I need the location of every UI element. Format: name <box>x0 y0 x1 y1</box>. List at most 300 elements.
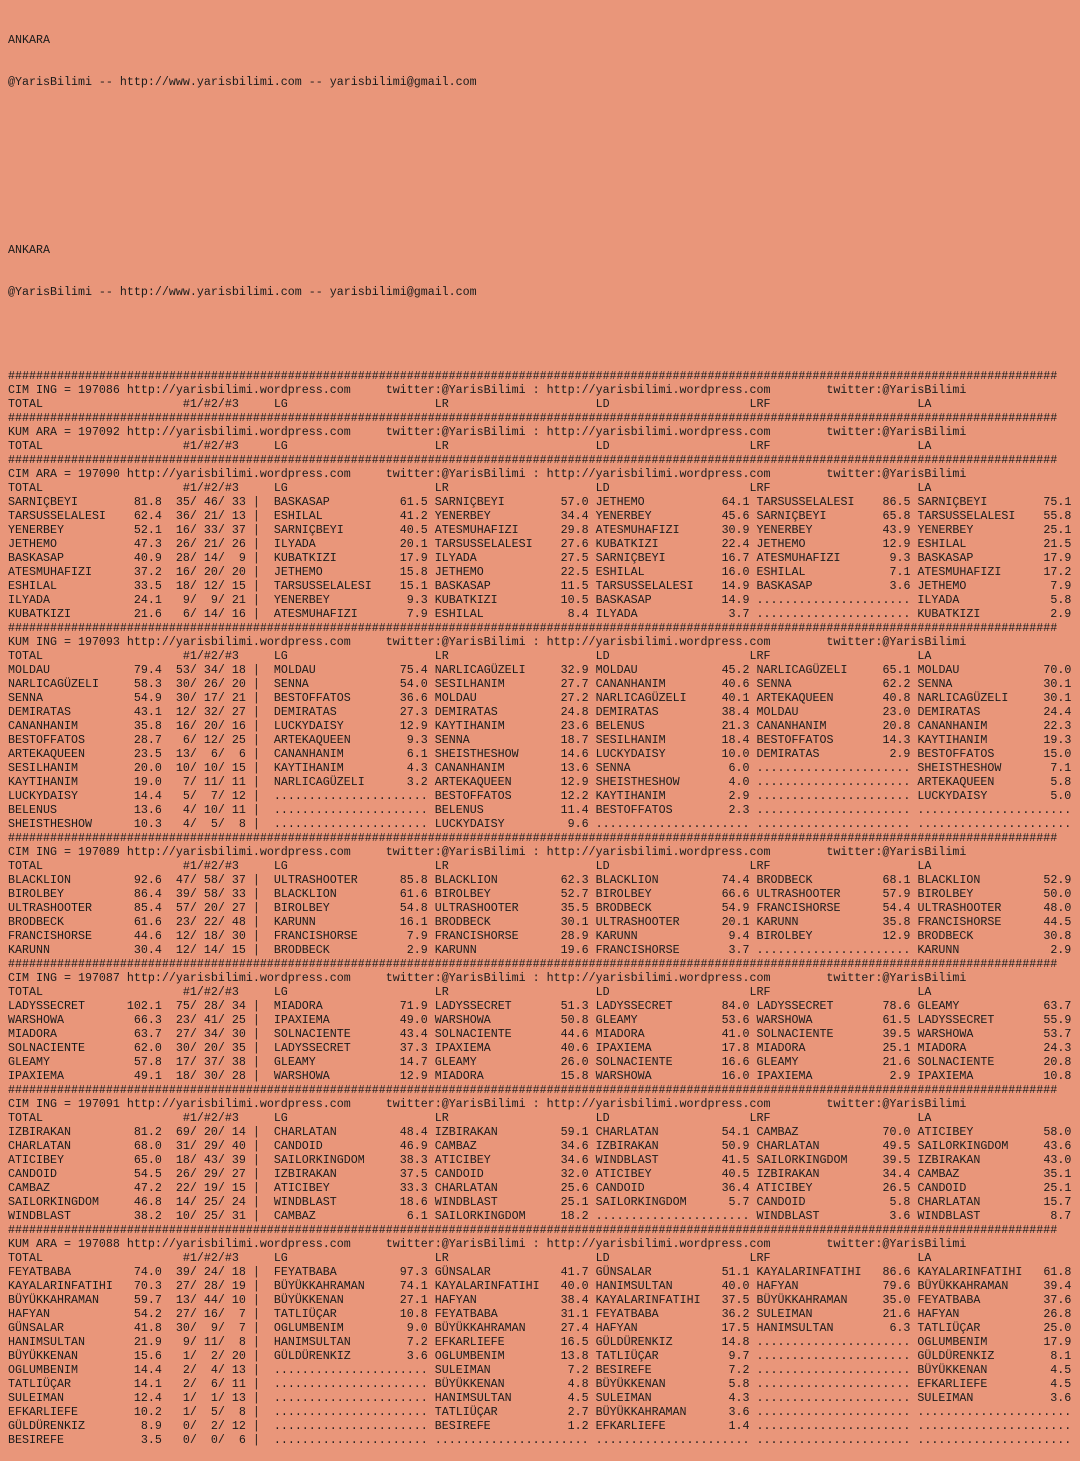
table-row <box>8 677 1080 691</box>
race-title: CIM ARA = 197090 <box>8 467 120 481</box>
column-header-ld: LD <box>595 481 750 495</box>
spacer <box>8 117 1080 131</box>
la-empty: ...................... <box>917 1405 1072 1419</box>
column-header-la: LA <box>917 859 932 873</box>
lg-empty: ...................... <box>273 1391 435 1405</box>
ld-score: 22.4 <box>721 537 757 551</box>
ld-horse: BESIREFE <box>595 1363 729 1377</box>
column-header-la: LA <box>917 481 932 495</box>
lg-score: 61.6 <box>399 887 435 901</box>
placings: 10/ 25/ 31 | <box>161 1209 274 1223</box>
lr-horse: BESTOFFATOS <box>434 789 561 803</box>
lr-score: 19.6 <box>560 943 596 957</box>
site-link: http://yarisbilimi.wordpress.com <box>546 635 827 649</box>
la-horse: SARNIÇBEYI <box>917 495 1044 509</box>
la-horse: EFKARLIEFE <box>917 1377 1051 1391</box>
la-score: 30.8 <box>1043 929 1072 943</box>
lr-horse: HANIMSULTAN <box>434 1391 568 1405</box>
lrf-empty: ...................... <box>756 789 918 803</box>
site-link: http://yarisbilimi.wordpress.com <box>119 635 386 649</box>
ld-horse: EFKARLIEFE <box>595 1419 729 1433</box>
lr-score: 34.6 <box>560 1153 596 1167</box>
twitter-handle: twitter:@YarisBilimi : <box>385 845 547 859</box>
lrf-horse: SENNA <box>756 677 883 691</box>
la-score: 26.8 <box>1043 1307 1072 1321</box>
lrf-empty: ...................... <box>756 1405 918 1419</box>
horse-name: SENNA <box>8 691 134 705</box>
table-row <box>8 1377 1080 1391</box>
lr-score: 4.8 <box>567 1377 596 1391</box>
lg-score: 2.9 <box>406 943 435 957</box>
lrf-horse: ULTRASHOOTER <box>756 887 883 901</box>
lr-horse: GÜNSALAR <box>434 1265 561 1279</box>
twitter-handle: twitter:@YarisBilimi <box>826 971 967 985</box>
la-horse: BÜYÜKKENAN <box>917 1363 1051 1377</box>
lr-score: 16.5 <box>560 1335 596 1349</box>
ld-score: 21.3 <box>721 719 757 733</box>
column-header-ld: LD <box>595 1251 750 1265</box>
lg-score: 71.9 <box>399 999 435 1013</box>
race-title-line <box>8 425 1080 439</box>
twitter-handle: twitter:@YarisBilimi <box>826 845 967 859</box>
table-row <box>8 565 1080 579</box>
ld-horse: MOLDAU <box>595 663 722 677</box>
lr-horse: BESIREFE <box>434 1419 568 1433</box>
ld-score: 74.4 <box>721 873 757 887</box>
ld-score: 66.6 <box>721 887 757 901</box>
lrf-horse: BRODBECK <box>756 873 883 887</box>
ld-horse: SULEIMAN <box>595 1391 729 1405</box>
horse-name: TARSUSSELALESI <box>8 509 134 523</box>
lr-horse: ILYADA <box>434 551 561 565</box>
lrf-horse: YENERBEY <box>756 523 883 537</box>
horse-name: SOLNACIENTE <box>8 1041 134 1055</box>
lg-horse: CAMBAZ <box>273 1209 407 1223</box>
total-score: 3.5 <box>140 1433 162 1447</box>
lg-score: 43.4 <box>399 1027 435 1041</box>
total-score: 44.6 <box>133 929 162 943</box>
horse-name: GÜLDÜRENKIZ <box>8 1419 141 1433</box>
column-header-lr: LR <box>434 1111 596 1125</box>
lr-horse: SARNIÇBEYI <box>434 495 561 509</box>
column-header-lg: LG <box>273 1111 435 1125</box>
la-horse: KARUNN <box>917 943 1051 957</box>
lrf-horse: ESHILAL <box>756 565 890 579</box>
lr-score: 27.4 <box>560 1321 596 1335</box>
lg-score: 3.6 <box>406 1349 435 1363</box>
lg-score: 3.2 <box>406 775 435 789</box>
ld-score: 3.7 <box>728 943 757 957</box>
la-score: 61.8 <box>1043 1265 1072 1279</box>
total-score: 30.4 <box>133 943 162 957</box>
lrf-horse: KAYALARINFATIHI <box>756 1265 883 1279</box>
race-title: KUM ING = 197093 <box>8 635 120 649</box>
lrf-empty: ...................... <box>756 1433 918 1447</box>
placings: 31/ 29/ 40 | <box>161 1139 274 1153</box>
lg-score: 37.3 <box>399 1041 435 1055</box>
lg-horse: KUBATKIZI <box>273 551 400 565</box>
la-horse: KAYALARINFATIHI <box>917 1265 1044 1279</box>
placings: 28/ 14/ 9 | <box>161 551 274 565</box>
la-horse: KAYTIHANIM <box>917 733 1044 747</box>
total-score: 70.3 <box>133 1279 162 1293</box>
total-score: 35.8 <box>133 719 162 733</box>
placings: 18/ 43/ 39 | <box>161 1153 274 1167</box>
la-horse: SAILORKINGDOM <box>917 1139 1044 1153</box>
lr-score: 14.6 <box>560 747 596 761</box>
ld-horse: SHEISTHESHOW <box>595 775 729 789</box>
total-score: 8.9 <box>140 1419 162 1433</box>
la-horse: CHARLATAN <box>917 1195 1044 1209</box>
total-score: 13.6 <box>133 803 162 817</box>
lg-horse: CANDOID <box>273 1139 400 1153</box>
lrf-empty: ...................... <box>756 1377 918 1391</box>
lrf-score: 12.9 <box>882 929 918 943</box>
la-horse: CANANHANIM <box>917 719 1044 733</box>
la-score: 44.5 <box>1043 915 1072 929</box>
la-horse: ILYADA <box>917 593 1051 607</box>
total-score: 24.1 <box>133 593 162 607</box>
column-header-lg: LG <box>273 859 435 873</box>
ld-score: 4.3 <box>728 1391 757 1405</box>
ld-score: 2.9 <box>728 789 757 803</box>
table-row <box>8 1307 1080 1321</box>
lrf-horse: SARNIÇBEYI <box>756 509 883 523</box>
placings: 39/ 24/ 18 | <box>161 1265 274 1279</box>
la-score: 2.9 <box>1050 607 1072 621</box>
twitter-handle: twitter:@YarisBilimi <box>826 1237 967 1251</box>
lg-horse: IZBIRAKAN <box>273 1167 400 1181</box>
la-score: 17.2 <box>1043 565 1072 579</box>
city-heading: ANKARA <box>8 33 50 47</box>
table-row <box>8 803 1080 817</box>
total-score: 85.4 <box>133 901 162 915</box>
placings: 27/ 28/ 19 | <box>161 1279 274 1293</box>
lr-horse: WINDBLAST <box>434 1195 561 1209</box>
ld-score: 40.0 <box>721 1279 757 1293</box>
ld-horse: BRODBECK <box>595 901 722 915</box>
column-header-123: #1/#2/#3 <box>182 649 274 663</box>
site-link: http://yarisbilimi.wordpress.com <box>119 1237 386 1251</box>
placings: 30/ 9/ 7 | <box>161 1321 274 1335</box>
la-score: 63.7 <box>1043 999 1072 1013</box>
column-header-lrf: LRF <box>749 859 918 873</box>
lrf-horse: WARSHOWA <box>756 1013 883 1027</box>
race-title-line <box>8 383 1080 397</box>
lr-horse: FEYATBABA <box>434 1307 561 1321</box>
lrf-score: 26.5 <box>882 1181 918 1195</box>
ld-score: 16.7 <box>721 551 757 565</box>
total-score: 47.2 <box>133 1181 162 1195</box>
lg-horse: GÜLDÜRENKIZ <box>273 1349 407 1363</box>
ld-horse: ILYADA <box>595 607 729 621</box>
lrf-horse: BIROLBEY <box>756 929 883 943</box>
lg-score: 74.1 <box>399 1279 435 1293</box>
column-header-ld: LD <box>595 859 750 873</box>
la-score: 70.0 <box>1043 663 1072 677</box>
column-header-lr: LR <box>434 439 596 453</box>
la-horse: BIROLBEY <box>917 887 1044 901</box>
la-score: 37.6 <box>1043 1293 1072 1307</box>
lr-score: 25.1 <box>560 1195 596 1209</box>
column-header-total: TOTAL <box>8 481 183 495</box>
lrf-empty: ...................... <box>756 593 918 607</box>
lr-horse: EFKARLIEFE <box>434 1335 561 1349</box>
lg-horse: MIADORA <box>273 999 400 1013</box>
column-header-lrf: LRF <box>749 397 918 411</box>
ld-score: 51.1 <box>721 1265 757 1279</box>
lr-score: 12.9 <box>560 775 596 789</box>
la-horse: GÜLDÜRENKIZ <box>917 1349 1051 1363</box>
horse-name: BESTOFFATOS <box>8 733 134 747</box>
lr-score: 59.1 <box>560 1125 596 1139</box>
horse-name: BESIREFE <box>8 1433 141 1447</box>
lr-score: 26.0 <box>560 1055 596 1069</box>
lr-score: 51.3 <box>560 999 596 1013</box>
la-score: 52.9 <box>1043 873 1072 887</box>
lr-horse: SENNA <box>434 733 561 747</box>
column-header-123: #1/#2/#3 <box>182 859 274 873</box>
lg-score: 6.1 <box>406 1209 435 1223</box>
lr-horse: NARLICAGÜZELI <box>434 663 561 677</box>
lrf-horse: LADYSSECRET <box>756 999 883 1013</box>
column-header-lg: LG <box>273 439 435 453</box>
la-horse: ESHILAL <box>917 537 1044 551</box>
lrf-empty: ...................... <box>756 1363 918 1377</box>
column-header-total: TOTAL <box>8 649 183 663</box>
total-score: 38.2 <box>133 1209 162 1223</box>
lr-horse: SOLNACIENTE <box>434 1027 561 1041</box>
race-title-line <box>8 635 1080 649</box>
la-horse: FRANCISHORSE <box>917 915 1044 929</box>
table-row <box>8 789 1080 803</box>
table-row <box>8 1419 1080 1433</box>
placings: 2/ 6/ 11 | <box>161 1377 274 1391</box>
horse-name: IPAXIEMA <box>8 1069 134 1083</box>
lg-score: 48.4 <box>399 1125 435 1139</box>
lr-score: 18.7 <box>560 733 596 747</box>
la-score: 8.1 <box>1050 1349 1072 1363</box>
ld-score: 16.0 <box>721 1069 757 1083</box>
total-score: 54.2 <box>133 1307 162 1321</box>
placings: 12/ 32/ 27 | <box>161 705 274 719</box>
table-row <box>8 1279 1080 1293</box>
la-horse: NARLICAGÜZELI <box>917 691 1044 705</box>
ld-score: 64.1 <box>721 495 757 509</box>
total-score: 61.6 <box>133 915 162 929</box>
lr-score: 57.0 <box>560 495 596 509</box>
la-horse: FEYATBABA <box>917 1293 1044 1307</box>
lr-score: 27.5 <box>560 551 596 565</box>
horse-name: MOLDAU <box>8 663 134 677</box>
lg-score: 6.1 <box>406 747 435 761</box>
horse-name: SAILORKINGDOM <box>8 1195 134 1209</box>
total-score: 52.1 <box>133 523 162 537</box>
lr-score: 30.1 <box>560 915 596 929</box>
lr-horse: BASKASAP <box>434 579 561 593</box>
column-header-row <box>8 439 1080 453</box>
lg-horse: BASKASAP <box>273 495 400 509</box>
lr-score: 27.7 <box>560 677 596 691</box>
ld-horse: CANANHANIM <box>595 677 722 691</box>
column-header-lrf: LRF <box>749 439 918 453</box>
lr-horse: MIADORA <box>434 1069 561 1083</box>
ld-horse: IZBIRAKAN <box>595 1139 722 1153</box>
placings: 36/ 21/ 13 | <box>161 509 274 523</box>
table-row <box>8 1321 1080 1335</box>
placings: 4/ 5/ 8 | <box>161 817 274 831</box>
placings: 39/ 58/ 33 | <box>161 887 274 901</box>
lrf-score: 34.4 <box>882 1167 918 1181</box>
ld-score: 36.4 <box>721 1181 757 1195</box>
total-score: 62.4 <box>133 509 162 523</box>
lg-score: 54.8 <box>399 901 435 915</box>
lg-horse: LUCKYDAISY <box>273 719 400 733</box>
ld-score: 20.1 <box>721 915 757 929</box>
lg-horse: ATICIBEY <box>273 1181 400 1195</box>
table-row <box>8 943 1080 957</box>
ld-score: 14.9 <box>721 579 757 593</box>
la-horse: HAFYAN <box>917 1307 1044 1321</box>
la-score: 35.1 <box>1043 1167 1072 1181</box>
lg-horse: SARNIÇBEYI <box>273 523 400 537</box>
lrf-horse: WINDBLAST <box>756 1209 890 1223</box>
total-score: 14.4 <box>133 789 162 803</box>
column-header-lg: LG <box>273 1251 435 1265</box>
lrf-score: 49.5 <box>882 1139 918 1153</box>
horse-name: TATLIÜÇAR <box>8 1377 134 1391</box>
lg-horse: KARUNN <box>273 915 400 929</box>
column-header-lrf: LRF <box>749 1251 918 1265</box>
site-link: http://yarisbilimi.wordpress.com <box>119 1097 386 1111</box>
la-horse: CAMBAZ <box>917 1167 1044 1181</box>
horse-name: KAYTIHANIM <box>8 775 134 789</box>
lrf-horse: CHARLATAN <box>756 1139 883 1153</box>
lr-score: 15.8 <box>560 1069 596 1083</box>
lg-score: 15.8 <box>399 565 435 579</box>
total-score: 33.5 <box>133 579 162 593</box>
lrf-horse: IPAXIEMA <box>756 1069 890 1083</box>
race-title-line <box>8 845 1080 859</box>
site-link: http://yarisbilimi.wordpress.com <box>546 1097 827 1111</box>
lr-score: 32.9 <box>560 663 596 677</box>
ld-score: 84.0 <box>721 999 757 1013</box>
total-score: 14.1 <box>133 1377 162 1391</box>
lr-score: 27.2 <box>560 691 596 705</box>
lrf-horse: JETHEMO <box>756 537 883 551</box>
la-score: 22.3 <box>1043 719 1072 733</box>
table-row <box>8 1405 1080 1419</box>
column-header-ld: LD <box>595 985 750 999</box>
race-title: CIM ING = 197089 <box>8 845 120 859</box>
lg-score: 75.4 <box>399 663 435 677</box>
lg-score: 9.3 <box>406 593 435 607</box>
ld-score: 16.6 <box>721 1055 757 1069</box>
la-horse: ATESMUHAFIZI <box>917 565 1044 579</box>
separator-line: ###################################################################################################################################################### <box>8 1083 1058 1097</box>
ld-score: 38.4 <box>721 705 757 719</box>
separator-line: ###################################################################################################################################################### <box>8 831 1058 845</box>
lg-score: 9.0 <box>406 1321 435 1335</box>
horse-name: SARNIÇBEYI <box>8 495 134 509</box>
lr-horse: ULTRASHOOTER <box>434 901 561 915</box>
race-title: CIM ING = 197086 <box>8 383 120 397</box>
horse-name: GÜNSALAR <box>8 1321 134 1335</box>
horse-name: MIADORA <box>8 1027 134 1041</box>
ld-score: 10.0 <box>721 747 757 761</box>
ld-horse: SAILORKINGDOM <box>595 1195 729 1209</box>
lr-horse: SHEISTHESHOW <box>434 747 561 761</box>
ld-score: 41.0 <box>721 1027 757 1041</box>
table-row <box>8 719 1080 733</box>
lr-score: 13.8 <box>560 1349 596 1363</box>
total-score: 59.7 <box>133 1293 162 1307</box>
lg-empty: ...................... <box>273 1363 435 1377</box>
placings: 0/ 2/ 12 | <box>161 1419 274 1433</box>
site-link: http://yarisbilimi.wordpress.com <box>119 425 386 439</box>
column-header-ld: LD <box>595 439 750 453</box>
ld-horse: IPAXIEMA <box>595 1041 722 1055</box>
la-score: 55.8 <box>1043 509 1072 523</box>
column-header-row <box>8 1251 1080 1265</box>
lrf-horse: GLEAMY <box>756 1055 883 1069</box>
separator-line: ###################################################################################################################################################### <box>8 621 1058 635</box>
table-row <box>8 915 1080 929</box>
separator-line: ###################################################################################################################################################### <box>8 957 1058 971</box>
horse-name: FEYATBABA <box>8 1265 134 1279</box>
column-header-lrf: LRF <box>749 649 918 663</box>
lr-horse: IPAXIEMA <box>434 1041 561 1055</box>
horse-name: CHARLATAN <box>8 1139 134 1153</box>
la-horse: GLEAMY <box>917 999 1044 1013</box>
ld-horse: BASKASAP <box>595 593 722 607</box>
lrf-empty: ...................... <box>756 817 918 831</box>
race-title-line <box>8 971 1080 985</box>
lr-score: 40.6 <box>560 1041 596 1055</box>
placings: 23/ 22/ 48 | <box>161 915 274 929</box>
la-horse: CANDOID <box>917 1181 1044 1195</box>
column-header-total: TOTAL <box>8 397 183 411</box>
lrf-horse: CANANHANIM <box>756 719 883 733</box>
lr-score: 25.6 <box>560 1181 596 1195</box>
lrf-score: 62.2 <box>882 677 918 691</box>
la-score: 5.0 <box>1050 789 1072 803</box>
site-link: http://yarisbilimi.wordpress.com <box>546 383 827 397</box>
lrf-score: 79.6 <box>882 1279 918 1293</box>
ld-score: 53.6 <box>721 1013 757 1027</box>
lr-empty: ...................... <box>434 1433 596 1447</box>
horse-name: SHEISTHESHOW <box>8 817 134 831</box>
table-row <box>8 1293 1080 1307</box>
lg-score: 49.0 <box>399 1013 435 1027</box>
total-score: 14.4 <box>133 1363 162 1377</box>
ld-horse: ULTRASHOOTER <box>595 915 722 929</box>
table-row <box>8 1181 1080 1195</box>
ld-horse: LUCKYDAISY <box>595 747 722 761</box>
table-row <box>8 495 1080 509</box>
site-link: http://yarisbilimi.wordpress.com <box>546 1237 827 1251</box>
ld-score: 17.8 <box>721 1041 757 1055</box>
total-score: 81.2 <box>133 1125 162 1139</box>
lr-horse: TARSUSSELALESI <box>434 537 561 551</box>
placings: 53/ 34/ 18 | <box>161 663 274 677</box>
la-score: 15.0 <box>1043 747 1072 761</box>
lrf-score: 65.1 <box>882 663 918 677</box>
lg-score: 4.3 <box>406 761 435 775</box>
column-header-row <box>8 649 1080 663</box>
la-empty: ...................... <box>917 817 1072 831</box>
city-heading: ANKARA <box>8 243 50 257</box>
